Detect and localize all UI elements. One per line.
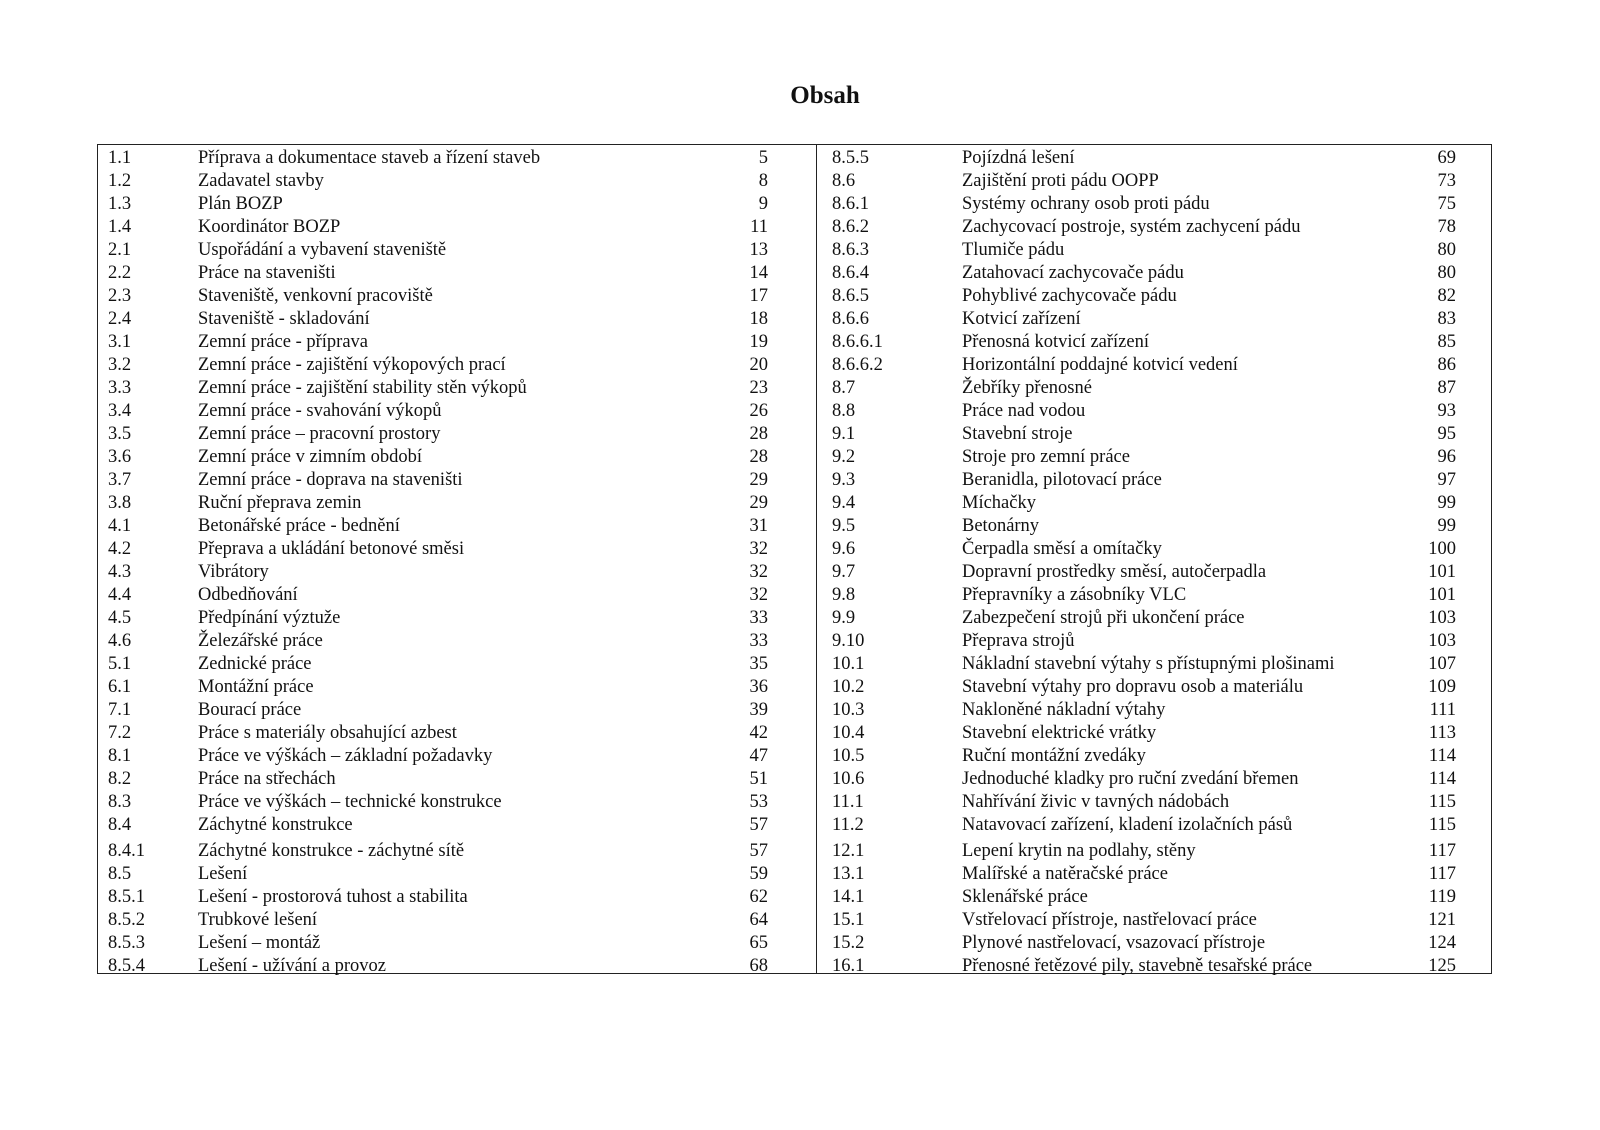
toc-entry-number: 2.4 <box>108 309 132 329</box>
toc-entry-title: Betonárny <box>962 516 1040 536</box>
toc-entry-title: Staveniště, venkovní pracoviště <box>198 286 433 306</box>
toc-entry-number: 1.3 <box>108 194 132 214</box>
toc-entry-number: 10.3 <box>832 700 865 720</box>
toc-entry-title: Montážní práce <box>198 677 314 697</box>
toc-entry-page: 99 <box>1437 516 1456 536</box>
toc-entry-page: 51 <box>749 769 768 789</box>
toc-entry-page: 28 <box>749 424 768 444</box>
toc-entry-page: 33 <box>749 631 768 651</box>
toc-entry-title: Lešení - prostorová tuhost a stabilita <box>198 887 468 907</box>
toc-entry-number: 9.5 <box>832 516 856 536</box>
toc-entry-title: Nakloněné nákladní výtahy <box>962 700 1166 720</box>
toc-entry-title: Zajištění proti pádu OOPP <box>962 171 1159 191</box>
toc-entry-title: Tlumiče pádu <box>962 240 1065 260</box>
toc-entry-page: 69 <box>1437 148 1456 168</box>
toc-entry-number: 9.8 <box>832 585 856 605</box>
toc-entry-title: Betonářské práce - bednění <box>198 516 400 536</box>
toc-entry-page: 95 <box>1437 424 1456 444</box>
toc-entry-page: 99 <box>1437 493 1456 513</box>
toc-entry-number: 8.6.4 <box>832 263 869 283</box>
toc-entry-title: Beranidla, pilotovací práce <box>962 470 1162 490</box>
toc-entry-number: 13.1 <box>832 864 865 884</box>
toc-entry-number: 12.1 <box>832 841 865 861</box>
toc-entry-number: 8.5.3 <box>108 933 145 953</box>
toc-entry-page: 73 <box>1437 171 1456 191</box>
toc-entry-title: Natavovací zařízení, kladení izolačních pásů <box>962 815 1293 835</box>
toc-entry-page: 83 <box>1437 309 1456 329</box>
toc-entry-page: 117 <box>1428 841 1456 861</box>
toc-entry-title: Bourací práce <box>198 700 302 720</box>
toc-entry-page: 13 <box>749 240 768 260</box>
toc-entry-number: 4.2 <box>108 539 132 559</box>
toc-entry-page: 107 <box>1428 654 1456 674</box>
toc-entry-title: Příprava a dokumentace staveb a řízení staveb <box>198 148 541 168</box>
toc-table <box>97 144 1492 974</box>
toc-entry-title: Malířské a natěračské práce <box>962 864 1168 884</box>
toc-entry-number: 3.6 <box>108 447 132 467</box>
toc-entry-page: 20 <box>749 355 768 375</box>
toc-entry-page: 31 <box>749 516 768 536</box>
toc-entry-title: Zatahovací zachycovače pádu <box>962 263 1184 283</box>
toc-entry-page: 103 <box>1428 631 1456 651</box>
toc-entry-number: 5.1 <box>108 654 132 674</box>
toc-entry-title: Odbedňování <box>198 585 298 605</box>
toc-entry-title: Plynové nastřelovací, vsazovací přístroje <box>962 933 1266 953</box>
toc-entry-number: 4.5 <box>108 608 132 628</box>
toc-entry-title: Míchačky <box>962 493 1036 513</box>
toc-entry-title: Plán BOZP <box>198 194 283 214</box>
toc-entry-number: 10.5 <box>832 746 865 766</box>
toc-entry-title: Sklenářské práce <box>962 887 1088 907</box>
toc-entry-number: 6.1 <box>108 677 132 697</box>
toc-entry-title: Železářské práce <box>198 631 323 651</box>
toc-entry-title: Práce nad vodou <box>962 401 1086 421</box>
toc-entry-page: 23 <box>749 378 768 398</box>
toc-entry-title: Práce s materiály obsahující azbest <box>198 723 457 743</box>
toc-entry-title: Práce na staveništi <box>198 263 336 283</box>
toc-entry-page: 103 <box>1428 608 1456 628</box>
toc-entry-number: 15.1 <box>832 910 865 930</box>
toc-entry-title: Lešení - užívání a provoz <box>198 956 387 976</box>
toc-entry-title: Zadavatel stavby <box>198 171 324 191</box>
toc-entry-number: 11.2 <box>832 815 864 835</box>
toc-entry-page: 29 <box>749 493 768 513</box>
toc-entry-page: 42 <box>749 723 768 743</box>
toc-entry-page: 109 <box>1428 677 1456 697</box>
toc-entry-page: 115 <box>1428 792 1456 812</box>
toc-entry-number: 8.6.2 <box>832 217 869 237</box>
toc-entry-title: Lešení <box>198 864 248 884</box>
toc-entry-number: 8.6.6.2 <box>832 355 883 375</box>
toc-entry-number: 8.7 <box>832 378 856 398</box>
toc-entry-number: 8.8 <box>832 401 856 421</box>
toc-entry-page: 93 <box>1437 401 1456 421</box>
toc-entry-title: Práce ve výškách – technické konstrukce <box>198 792 502 812</box>
toc-entry-title: Zemní práce v zimním období <box>198 447 422 467</box>
toc-entry-page: 32 <box>749 585 768 605</box>
toc-entry-page: 96 <box>1437 447 1456 467</box>
toc-entry-number: 8.1 <box>108 746 132 766</box>
toc-entry-title: Přenosné řetězové pily, stavebně tesařské práce <box>962 956 1313 976</box>
toc-entry-page: 59 <box>749 864 768 884</box>
toc-entry-title: Ruční montážní zvedáky <box>962 746 1146 766</box>
toc-entry-title: Pojízdná lešení <box>962 148 1075 168</box>
toc-entry-number: 4.4 <box>108 585 132 605</box>
toc-entry-number: 3.5 <box>108 424 132 444</box>
toc-entry-page: 100 <box>1428 539 1456 559</box>
toc-entry-page: 85 <box>1437 332 1456 352</box>
toc-entry-number: 7.1 <box>108 700 132 720</box>
toc-entry-number: 9.6 <box>832 539 856 559</box>
toc-entry-page: 121 <box>1428 910 1456 930</box>
toc-entry-number: 9.2 <box>832 447 856 467</box>
toc-entry-page: 11 <box>750 217 768 237</box>
toc-entry-number: 7.2 <box>108 723 132 743</box>
toc-entry-page: 57 <box>749 841 768 861</box>
toc-entry-number: 14.1 <box>832 887 865 907</box>
toc-entry-title: Zemní práce - zajištění výkopových prací <box>198 355 506 375</box>
toc-entry-page: 33 <box>749 608 768 628</box>
toc-entry-title: Přeprava a ukládání betonové směsi <box>198 539 465 559</box>
toc-entry-title: Přenosná kotvicí zařízení <box>962 332 1149 352</box>
toc-entry-page: 80 <box>1437 240 1456 260</box>
toc-entry-number: 4.6 <box>108 631 132 651</box>
toc-entry-page: 64 <box>749 910 768 930</box>
toc-entry-page: 39 <box>749 700 768 720</box>
toc-entry-page: 101 <box>1428 585 1456 605</box>
toc-entry-page: 57 <box>749 815 768 835</box>
toc-entry-number: 8.5.1 <box>108 887 145 907</box>
toc-entry-title: Uspořádání a vybavení staveniště <box>198 240 447 260</box>
toc-entry-page: 26 <box>749 401 768 421</box>
toc-entry-title: Zemní práce - příprava <box>198 332 369 352</box>
toc-entry-title: Nahřívání živic v tavných nádobách <box>962 792 1230 812</box>
toc-entry-number: 8.6.6 <box>832 309 869 329</box>
toc-entry-number: 8.2 <box>108 769 132 789</box>
toc-entry-number: 2.1 <box>108 240 132 260</box>
toc-entry-page: 114 <box>1428 746 1456 766</box>
toc-entry-page: 80 <box>1437 263 1456 283</box>
toc-entry-number: 10.1 <box>832 654 865 674</box>
toc-entry-title: Práce na střechách <box>198 769 336 789</box>
toc-entry-number: 4.3 <box>108 562 132 582</box>
toc-entry-number: 9.10 <box>832 631 865 651</box>
toc-entry-page: 36 <box>749 677 768 697</box>
toc-entry-number: 3.4 <box>108 401 132 421</box>
toc-entry-page: 47 <box>749 746 768 766</box>
toc-entry-page: 18 <box>749 309 768 329</box>
toc-entry-number: 3.2 <box>108 355 132 375</box>
toc-entry-title: Trubkové lešení <box>198 910 318 930</box>
toc-entry-number: 2.2 <box>108 263 132 283</box>
toc-entry-title: Záchytné konstrukce - záchytné sítě <box>198 841 465 861</box>
toc-entry-title: Horizontální poddajné kotvicí vedení <box>962 355 1238 375</box>
toc-entry-number: 8.5.2 <box>108 910 145 930</box>
toc-entry-title: Žebříky přenosné <box>962 378 1092 398</box>
toc-entry-number: 1.2 <box>108 171 132 191</box>
toc-entry-number: 2.3 <box>108 286 132 306</box>
toc-entry-page: 8 <box>758 171 768 191</box>
toc-entry-number: 8.3 <box>108 792 132 812</box>
toc-entry-page: 17 <box>749 286 768 306</box>
toc-entry-title: Ruční přeprava zemin <box>198 493 362 513</box>
toc-entry-number: 3.3 <box>108 378 132 398</box>
toc-entry-title: Stavební výtahy pro dopravu osob a materiálu <box>962 677 1304 697</box>
toc-entry-title: Zemní práce – pracovní prostory <box>198 424 441 444</box>
toc-entry-number: 9.4 <box>832 493 856 513</box>
toc-entry-page: 87 <box>1437 378 1456 398</box>
toc-entry-title: Přepravníky a zásobníky VLC <box>962 585 1187 605</box>
toc-entry-number: 1.4 <box>108 217 132 237</box>
toc-entry-title: Pohyblivé zachycovače pádu <box>962 286 1177 306</box>
toc-entry-page: 65 <box>749 933 768 953</box>
toc-entry-number: 4.1 <box>108 516 132 536</box>
toc-entry-page: 62 <box>749 887 768 907</box>
toc-entry-number: 11.1 <box>832 792 864 812</box>
toc-entry-page: 113 <box>1428 723 1456 743</box>
toc-entry-page: 86 <box>1437 355 1456 375</box>
toc-entry-number: 16.1 <box>832 956 865 976</box>
toc-entry-title: Stroje pro zemní práce <box>962 447 1130 467</box>
toc-entry-page: 19 <box>749 332 768 352</box>
toc-entry-title: Zemní práce - svahování výkopů <box>198 401 442 421</box>
toc-entry-page: 125 <box>1428 956 1456 976</box>
toc-entry-title: Koordinátor BOZP <box>198 217 341 237</box>
toc-entry-page: 75 <box>1437 194 1456 214</box>
toc-entry-title: Vstřelovací přístroje, nastřelovací práce <box>962 910 1257 930</box>
toc-entry-title: Práce ve výškách – základní požadavky <box>198 746 493 766</box>
toc-entry-number: 10.4 <box>832 723 865 743</box>
toc-entry-number: 9.1 <box>832 424 856 444</box>
toc-entry-number: 10.6 <box>832 769 865 789</box>
toc-entry-number: 8.6.1 <box>832 194 869 214</box>
toc-entry-page: 117 <box>1428 864 1456 884</box>
toc-entry-title: Vibrátory <box>198 562 269 582</box>
toc-entry-title: Lepení krytin na podlahy, stěny <box>962 841 1196 861</box>
toc-entry-number: 8.6.5 <box>832 286 869 306</box>
toc-entry-title: Nákladní stavební výtahy s přístupnými plošinami <box>962 654 1335 674</box>
toc-entry-number: 8.4.1 <box>108 841 145 861</box>
toc-entry-number: 8.5.4 <box>108 956 145 976</box>
toc-entry-page: 119 <box>1428 887 1456 907</box>
toc-entry-number: 8.5 <box>108 864 132 884</box>
toc-entry-title: Systémy ochrany osob proti pádu <box>962 194 1210 214</box>
toc-entry-number: 9.9 <box>832 608 856 628</box>
toc-entry-number: 3.1 <box>108 332 132 352</box>
toc-entry-title: Zabezpečení strojů při ukončení práce <box>962 608 1245 628</box>
toc-entry-title: Zemní práce - doprava na staveništi <box>198 470 463 490</box>
toc-entry-title: Přeprava strojů <box>962 631 1075 651</box>
toc-entry-number: 10.2 <box>832 677 865 697</box>
toc-entry-page: 28 <box>749 447 768 467</box>
toc-entry-number: 9.7 <box>832 562 856 582</box>
toc-entry-number: 8.5.5 <box>832 148 869 168</box>
toc-entry-page: 32 <box>749 539 768 559</box>
toc-entry-number: 8.4 <box>108 815 132 835</box>
toc-entry-page: 29 <box>749 470 768 490</box>
toc-entry-title: Zachycovací postroje, systém zachycení pádu <box>962 217 1301 237</box>
toc-entry-number: 8.6 <box>832 171 856 191</box>
toc-entry-page: 101 <box>1428 562 1456 582</box>
toc-entry-page: 5 <box>758 148 768 168</box>
toc-entry-page: 114 <box>1428 769 1456 789</box>
toc-entry-number: 9.3 <box>832 470 856 490</box>
toc-entry-title: Lešení – montáž <box>198 933 321 953</box>
toc-entry-page: 124 <box>1428 933 1456 953</box>
page-title: Obsah <box>790 82 860 109</box>
toc-entry-page: 53 <box>749 792 768 812</box>
toc-entry-title: Zemní práce - zajištění stability stěn výkopů <box>198 378 527 398</box>
toc-entry-page: 68 <box>749 956 768 976</box>
column-divider <box>816 145 817 973</box>
toc-entry-title: Kotvicí zařízení <box>962 309 1081 329</box>
toc-entry-title: Předpínání výztuže <box>198 608 341 628</box>
toc-entry-title: Jednoduché kladky pro ruční zvedání břemen <box>962 769 1299 789</box>
toc-entry-page: 115 <box>1428 815 1456 835</box>
toc-entry-page: 14 <box>749 263 768 283</box>
toc-entry-number: 15.2 <box>832 933 865 953</box>
toc-entry-title: Stavební stroje <box>962 424 1073 444</box>
toc-entry-page: 82 <box>1437 286 1456 306</box>
toc-entry-title: Zednické práce <box>198 654 312 674</box>
toc-entry-page: 111 <box>1429 700 1456 720</box>
toc-entry-page: 32 <box>749 562 768 582</box>
toc-entry-page: 97 <box>1437 470 1456 490</box>
toc-entry-page: 9 <box>758 194 768 214</box>
toc-entry-number: 3.7 <box>108 470 132 490</box>
toc-entry-title: Dopravní prostředky směsí, autočerpadla <box>962 562 1267 582</box>
toc-entry-number: 8.6.6.1 <box>832 332 883 352</box>
toc-entry-title: Staveniště - skladování <box>198 309 370 329</box>
toc-entry-page: 78 <box>1437 217 1456 237</box>
toc-entry-number: 8.6.3 <box>832 240 869 260</box>
toc-entry-title: Záchytné konstrukce <box>198 815 353 835</box>
toc-entry-number: 1.1 <box>108 148 132 168</box>
toc-entry-number: 3.8 <box>108 493 132 513</box>
toc-entry-page: 35 <box>749 654 768 674</box>
toc-entry-title: Stavební elektrické vrátky <box>962 723 1157 743</box>
toc-entry-title: Čerpadla směsí a omítačky <box>962 539 1162 559</box>
